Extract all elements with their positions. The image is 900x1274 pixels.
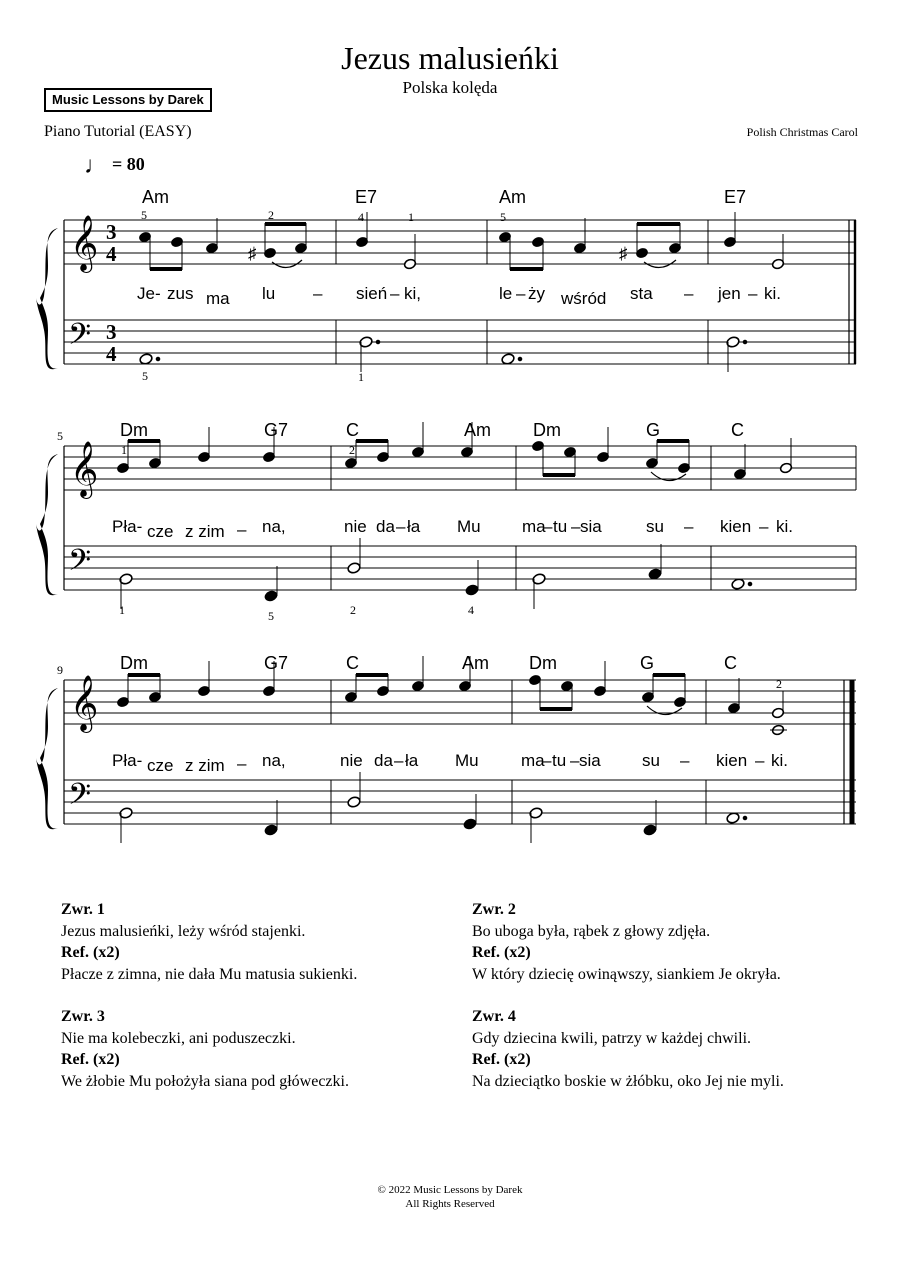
measure-number: 5 [57, 429, 63, 443]
lyric-syllable: z zim [185, 756, 225, 775]
fingering: 5 [268, 609, 274, 623]
carol-label: Polish Christmas Carol [746, 125, 858, 139]
fingering: 4 [358, 210, 364, 224]
fingering: 5 [141, 208, 147, 222]
fingering: 1 [119, 603, 125, 617]
verse-1 [61, 899, 471, 986]
lyric-hyphen: – [394, 751, 404, 770]
time-sig-bottom: 4 [106, 342, 117, 366]
chord-symbol: C [346, 420, 359, 440]
verse-4 [472, 1006, 882, 1093]
lyric-syllable: na, [262, 517, 286, 536]
bass-notes-1 [139, 336, 747, 372]
verse-label: Zwr. 3 [61, 1008, 105, 1025]
bass-clef-icon: 𝄢 [68, 778, 92, 819]
bass-notes-2 [119, 538, 752, 609]
treble-notes-10 [344, 656, 471, 703]
verse-line: Na dzieciątko boskie w żłóbku, oko Jej nie myli. [472, 1073, 784, 1091]
fingering: 1 [121, 443, 127, 457]
lyric-syllable: kien [720, 517, 752, 536]
verse-line: Płacze z zimna, nie dała Mu matusia sukienki. [61, 966, 358, 984]
tempo-value: = 80 [112, 154, 145, 174]
grand-staff-brace [36, 454, 58, 595]
lyric-syllable: Mu [455, 751, 479, 770]
treble-clef-icon: 𝄞 [70, 215, 99, 271]
lyric-syllable: sia [580, 517, 602, 536]
rights-text: All Rights Reserved [405, 1198, 495, 1210]
lyric-syllable: Pła- [112, 751, 143, 770]
verse-label: Zwr. 2 [472, 901, 516, 918]
lyric-syllable: cze [147, 756, 174, 775]
lyric-syllable: sień [356, 284, 388, 303]
fingering: 4 [468, 603, 474, 617]
fingering: 1 [358, 370, 364, 384]
chord-symbol: C [731, 420, 744, 440]
chord-symbol: Am [499, 187, 526, 207]
verse-line: Jezus malusieńki, leży wśród stajenki. [61, 922, 306, 940]
song-subtitle: Polska kolęda [402, 78, 498, 97]
lyric-hyphen: – [396, 517, 406, 536]
brand-label: Music Lessons by Darek [44, 88, 212, 112]
chord-symbol: E7 [355, 187, 378, 207]
bass-notes-3 [119, 772, 747, 843]
lyric-hyphen: – [390, 284, 400, 303]
refrain-label: Ref. (x2) [472, 1051, 531, 1069]
measure-number: 9 [57, 663, 63, 677]
refrain-label: Ref. (x2) [61, 944, 120, 962]
lyric-hyphen: – [542, 751, 552, 770]
lyric-syllable: na, [262, 751, 286, 770]
lyric-syllable: Mu [457, 517, 481, 536]
lyric-hyphen: – [237, 754, 247, 773]
time-sig-top: 3 [106, 220, 117, 244]
chord-symbol: Am [462, 653, 489, 673]
quarter-note-icon: ♩ [84, 153, 108, 179]
verse-line: We żłobie Mu położyła siana pod główeczki. [61, 1073, 349, 1091]
treble-notes-4 [723, 212, 784, 270]
lyric-hyphen: – [237, 520, 247, 539]
chord-symbol: C [346, 653, 359, 673]
lyric-hyphen: – [684, 284, 694, 303]
lyric-syllable: ła [405, 751, 419, 770]
chord-symbol: Dm [120, 420, 148, 440]
treble-clef-icon: 𝄞 [70, 441, 99, 497]
system-3 [36, 653, 856, 843]
sharp-icon: ♯ [248, 244, 257, 263]
bass-clef-icon: 𝄢 [68, 318, 92, 359]
lyric-syllable: wśród [561, 289, 607, 308]
time-sig-top: 3 [106, 320, 117, 344]
lyric-syllable: ży [528, 284, 545, 303]
chord-symbol: Dm [533, 420, 561, 440]
fingering: 5 [500, 210, 506, 224]
chord-symbol: G7 [264, 653, 289, 673]
chord-symbol: E7 [724, 187, 747, 207]
sharp-icon: ♯ [619, 244, 628, 263]
chord-symbol: G [646, 420, 661, 440]
lyric-hyphen: – [516, 284, 526, 303]
lyric-syllable: su [642, 751, 660, 770]
refrain-label: Ref. (x2) [61, 1051, 120, 1069]
song-title: Jezus malusieńki [341, 40, 559, 76]
verse-2 [472, 899, 882, 986]
chord-symbol: G [640, 653, 655, 673]
system-1 [36, 187, 856, 384]
system-2 [36, 420, 856, 623]
lyric-syllable: jen [718, 284, 741, 303]
fingering: 2 [349, 443, 355, 457]
lyric-syllable: nie [344, 517, 367, 536]
verse-label: Zwr. 1 [61, 901, 105, 918]
lyric-syllable: tu [552, 751, 567, 770]
lyric-syllable: z zim [185, 522, 225, 541]
lyric-hyphen: – [313, 284, 323, 303]
chord-symbol: Am [464, 420, 491, 440]
treble-notes-8 [733, 438, 792, 480]
lyric-hyphen: – [759, 517, 769, 536]
lyric-syllable: sta [630, 284, 653, 303]
lyric-hyphen: – [543, 517, 553, 536]
tutorial-label: Piano Tutorial (EASY) [44, 123, 192, 140]
lyric-hyphen: – [748, 284, 758, 303]
fingering: 2 [268, 208, 274, 222]
lyric-hyphen: – [684, 517, 694, 536]
copyright-text: © 2022 Music Lessons by Darek [377, 1184, 523, 1196]
lyric-syllable: cze [147, 522, 174, 541]
lyric-hyphen: – [571, 517, 581, 536]
verse-line: Nie ma kolebeczki, ani poduszeczki. [61, 1029, 296, 1047]
treble-notes-3 [498, 218, 681, 270]
lyric-syllable: zus [167, 284, 194, 303]
chord-symbol: C [724, 653, 737, 673]
fingering: 5 [142, 369, 148, 383]
lyric-syllable: lu [262, 284, 276, 303]
refrain-label: Ref. (x2) [472, 944, 531, 962]
lyric-syllable: Pła- [112, 517, 143, 536]
lyric-syllable: sia [579, 751, 601, 770]
verse-label: Zwr. 4 [472, 1008, 516, 1025]
chord-symbol: G7 [264, 420, 289, 440]
verse-line: W który dziecię owinąwszy, siankiem Je okryła. [472, 966, 781, 984]
lyric-syllable: ki. [771, 751, 788, 770]
lyric-syllable: tu [553, 517, 568, 536]
bass-clef-icon: 𝄢 [68, 544, 92, 585]
fingering: 1 [408, 210, 414, 224]
fingering: 2 [776, 677, 782, 691]
chord-symbol: Dm [120, 653, 148, 673]
treble-staff-2 [64, 446, 856, 490]
lyric-syllable: ki, [404, 284, 421, 303]
grand-staff-brace [36, 228, 58, 369]
lyric-hyphen: – [570, 751, 580, 770]
treble-clef-icon: 𝄞 [70, 675, 99, 731]
lyric-hyphen: – [755, 751, 765, 770]
lyric-syllable: Je- [137, 284, 161, 303]
lyric-hyphen: – [680, 751, 690, 770]
lyric-syllable: ma [522, 517, 546, 536]
grand-staff-brace [36, 688, 58, 829]
lyric-syllable: nie [340, 751, 363, 770]
treble-notes-6 [344, 422, 473, 469]
chord-symbol: Am [142, 187, 169, 207]
treble-notes-1 [138, 218, 307, 270]
lyric-syllable: ma [206, 289, 230, 308]
lyric-syllable: ki. [776, 517, 793, 536]
verse-line: Gdy dziecina kwili, patrzy w każdej chwili. [472, 1029, 752, 1047]
lyric-syllable: su [646, 517, 664, 536]
lyric-syllable: da [376, 517, 395, 536]
verse-3 [61, 1006, 471, 1093]
lyric-syllable: le [499, 284, 513, 303]
lyric-syllable: da [374, 751, 393, 770]
lyric-syllable: ła [407, 517, 421, 536]
lyric-syllable: kien [716, 751, 748, 770]
chord-symbol: Dm [529, 653, 557, 673]
lyric-syllable: ki. [764, 284, 781, 303]
time-sig-bottom: 4 [106, 242, 117, 266]
lyric-syllable: ma [521, 751, 545, 770]
footer [0, 1183, 900, 1211]
verse-line: Bo uboga była, rąbek z głowy zdjęła. [472, 922, 711, 940]
fingering: 2 [350, 603, 356, 617]
